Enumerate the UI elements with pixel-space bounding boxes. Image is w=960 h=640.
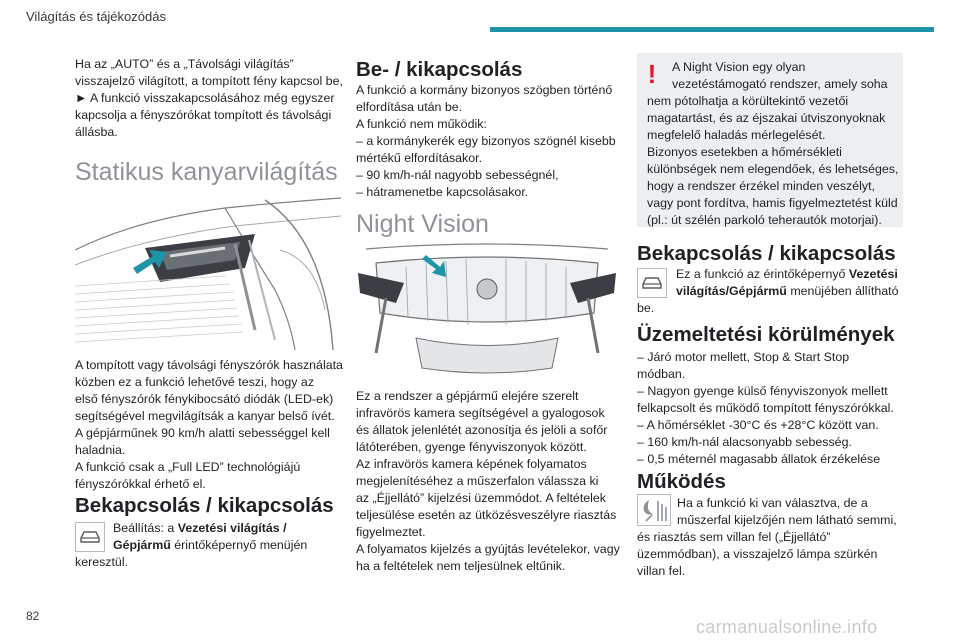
- body-line: – a kormánykerék egy bizonyos szögnél kisebb: [356, 134, 616, 148]
- warning-line: megfelelő haladás mérlegelését.: [647, 128, 826, 142]
- night-vision-icon: [637, 494, 671, 526]
- operation-line: üzemmódban), a visszajelző lámpa szürkén: [637, 547, 878, 561]
- condition-line: – Járó motor mellett, Stop & Start Stop: [637, 350, 850, 364]
- warning-line: különbségek nem elegendőek, és lehetséges,: [647, 162, 899, 176]
- body-line: A gépjárműnek 90 km/h alatti sebességgel kell: [75, 426, 330, 440]
- nv-body-line: infravörös kamera segítségével a gyalogosok: [356, 406, 605, 420]
- body-line: mértékű elfordításakor.: [356, 151, 483, 165]
- nv-body-line: Ez a rendszer a gépjármű elejére szerelt: [356, 389, 579, 403]
- headlight-illustration: [75, 190, 341, 350]
- condition-line: módban.: [637, 367, 686, 381]
- settings-suffix: érintőképernyő menüjén: [170, 538, 308, 552]
- onoff-bold-1: Vezetési: [848, 267, 898, 281]
- nv-body-line: figyelmeztet.: [356, 525, 426, 539]
- onoff-prefix: Ez a funkció az érintőképernyő: [676, 267, 849, 281]
- warning-line: vezetéstámogató rendszer, amely soha: [672, 77, 888, 91]
- heading-on-off: Bekapcsolás / kikapcsolás: [75, 494, 334, 517]
- exclamation-icon: !: [647, 59, 657, 89]
- heading-operation: Működés: [637, 470, 726, 493]
- nv-body-line: Az infravörös kamera képének folyamatos: [356, 457, 587, 471]
- settings-line-1: [113, 520, 287, 537]
- heading-operating-conditions: Üzemeltetési körülmények: [637, 323, 895, 346]
- settings-bold-1: Vezetési világítás /: [177, 521, 287, 535]
- settings-prefix: Beállítás: a: [113, 521, 178, 535]
- car-front-illustration: [356, 243, 618, 378]
- body-line: első fényszórók fénykibocsátó diódák (LED-ek): [75, 392, 334, 406]
- intro-line: állásba.: [75, 125, 118, 139]
- intro-line: ► A funkció visszakapcsolásához még egyszer: [75, 91, 335, 105]
- nv-body-line: az „Éjjellátó” kijelzési üzemmódot. A feltételek: [356, 491, 606, 505]
- operation-line: és riasztás sem villan fel („Éjjellátó”: [637, 530, 831, 544]
- nv-body-line: teljesülése esetén az ütközésveszélyre riasztás: [356, 508, 617, 522]
- body-line: segítségével megvilágítsák a kanyar belső ívét.: [75, 409, 335, 423]
- nv-body-line: látóterében, gyenge fényviszonyok között.: [356, 440, 587, 454]
- nv-body-line: megjelenítéséhez a műszerfalon válassza ki: [356, 474, 599, 488]
- settings-line-2: [113, 537, 307, 554]
- onoff-bold-2: világítás/Gépjármű: [676, 284, 787, 298]
- condition-line: – 160 km/h-nál alacsonyabb sebesség.: [637, 435, 852, 449]
- nv-body-line: A folyamatos kijelzés a gyújtás levételekor, vagy: [356, 542, 620, 556]
- heading-be-kikapcsolas: Be- / kikapcsolás: [356, 58, 523, 81]
- condition-line: felkapcsolt és működő tompított fényszórókkal.: [637, 401, 894, 415]
- heading-on-off: Bekapcsolás / kikapcsolás: [637, 242, 896, 265]
- body-line: A funkció a kormány bizonyos szögben történő: [356, 83, 613, 97]
- onoff-line-1: [676, 266, 898, 283]
- heading-night-vision: Night Vision: [356, 210, 489, 238]
- settings-bold-2: Gépjármű: [113, 538, 171, 552]
- page-number: 82: [26, 609, 40, 623]
- operation-line: Ha a funkció ki van választva, de a: [677, 496, 868, 510]
- warning-line: magatartást, és az éjszakai útviszonyoknak: [647, 111, 886, 125]
- body-line: A funkció nem működik:: [356, 117, 487, 131]
- header-accent-bar: [490, 27, 934, 32]
- intro-line: Ha az „AUTO” és a „Távolsági világítás”: [75, 57, 294, 71]
- warning-line: A Night Vision egy olyan: [672, 60, 806, 74]
- body-line: elfordítása után be.: [356, 100, 463, 114]
- body-line: közben ez a funkció lehetővé teszi, hogy az: [75, 375, 315, 389]
- heading-static-cornering: Statikus kanyarvilágítás: [75, 158, 338, 186]
- car-settings-icon: [637, 268, 667, 298]
- nv-body-line: ha a feltételek nem teljesülnek eltűnik.: [356, 559, 566, 573]
- nv-body-line: és állatok jelenlétét azonosítja és jelöli a sofőr: [356, 423, 608, 437]
- body-line: – hátramenetbe kapcsolásakor.: [356, 185, 529, 199]
- body-line: A funkció csak a „Full LED” technológiájú: [75, 460, 301, 474]
- body-line: haladnia.: [75, 443, 126, 457]
- onoff-suffix: menüjében állítható: [786, 284, 899, 298]
- warning-box: [637, 53, 903, 227]
- intro-line: visszajelző világított, a tompított fény kapcsol be,: [75, 74, 343, 88]
- warning-line: nem pótolhatja a körültekintő vezetői: [647, 94, 849, 108]
- warning-line: vagy pont fordítva, hamis figyelmeztetést küld: [647, 196, 898, 210]
- body-line: – 90 km/h-nál nagyobb sebességnél,: [356, 168, 559, 182]
- warning-line: hogy a rendszer érzékel minden veszélyt,: [647, 179, 875, 193]
- body-line: A tompított vagy távolsági fényszórók használata: [75, 358, 343, 372]
- warning-line: (pl.: út szélén parkoló teherautók motorjai).: [647, 213, 882, 227]
- condition-line: – Nagyon gyenge külső fényviszonyok mellett: [637, 384, 888, 398]
- onoff-line-3: be.: [637, 301, 655, 315]
- settings-line-3: keresztül.: [75, 555, 129, 569]
- warning-line: Bizonyos esetekben a hőmérsékleti: [647, 145, 842, 159]
- operation-line: villan fel.: [637, 564, 686, 578]
- condition-line: – 0,5 méternél magasabb állatok érzékelése: [637, 452, 881, 466]
- condition-line: – A hőmérséklet -30°C és +28°C között van.: [637, 418, 879, 432]
- body-line: fényszórókkal érhető el.: [75, 477, 206, 491]
- intro-line: kapcsolja a fényszórókat tompított és távolsági: [75, 108, 332, 122]
- watermark: carmanualsonline.info: [696, 617, 878, 637]
- running-header: Világítás és tájékozódás: [26, 9, 166, 24]
- car-settings-icon: [75, 522, 105, 552]
- onoff-line-2: [676, 283, 898, 300]
- operation-line: műszerfal kijelzőjén nem látható semmi,: [677, 513, 897, 527]
